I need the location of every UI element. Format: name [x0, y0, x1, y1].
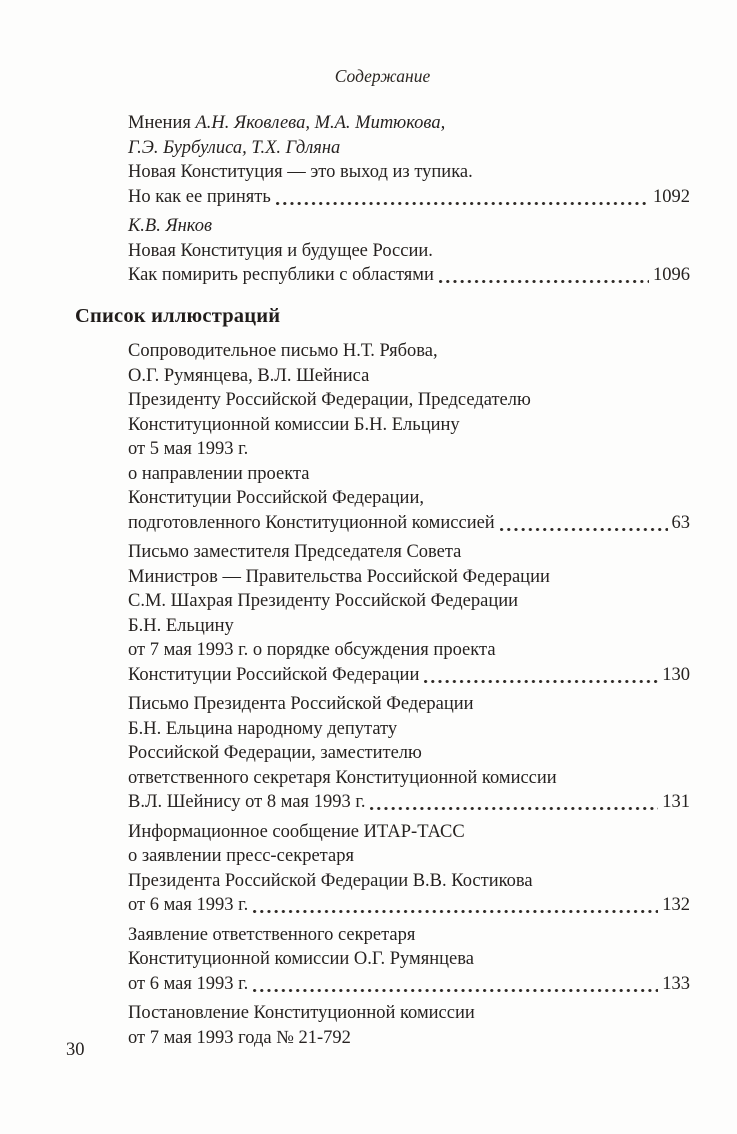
entry-text: К.В. Янков [128, 216, 213, 236]
entry-line [128, 263, 690, 288]
page-ref: 1096 [653, 265, 690, 285]
entry-line [128, 923, 690, 948]
entry-text: Конституции Российской Федерации, [128, 488, 424, 508]
page-ref: 133 [662, 973, 690, 994]
entry-line [128, 160, 690, 185]
entry-line [128, 565, 690, 590]
toc-entry [75, 540, 690, 687]
dot-leader [439, 268, 649, 287]
page-ref: 63 [671, 512, 690, 533]
entry-text: от 6 мая 1993 г. [128, 973, 249, 994]
entry-text: В.Л. Шейнису от 8 мая 1993 г. [128, 792, 366, 812]
dot-leader [253, 977, 658, 996]
entry-text: от 5 мая 1993 г. [128, 439, 249, 459]
entry-line [128, 364, 690, 389]
entry-line [128, 663, 690, 688]
dot-leader [253, 898, 658, 917]
entry-text: ответственного секретаря Конституционной комиссии [128, 767, 557, 788]
entry-text: о направлении проекта [128, 463, 310, 484]
toc-blocks [75, 111, 690, 1050]
entry-text: Новая Конституция — это выход из тупика. [128, 162, 473, 182]
entry-line [128, 388, 690, 413]
entry-text: Б.Н. Ельцина народному депутату [128, 718, 398, 739]
entry-line [128, 1026, 690, 1051]
entry-line [128, 185, 690, 210]
page-ref: 1092 [653, 186, 690, 207]
entry-line [128, 136, 690, 161]
entry-text: Как помирить республики с областями [128, 265, 434, 285]
entry-text: Мнения А.Н. Яковлева, М.А. Митюкова, [128, 113, 446, 133]
entry-text: Новая Конституция и будущее России. [128, 240, 433, 261]
toc-entry [75, 820, 690, 918]
dot-leader [424, 668, 658, 687]
entry-text: Конституционной комиссии Б.Н. Ельцину [128, 414, 460, 435]
entry-line [128, 972, 690, 997]
entry-line [128, 1001, 690, 1026]
entry-line [128, 947, 690, 972]
dot-leader [370, 795, 658, 814]
entry-line [128, 462, 690, 487]
entry-line [128, 486, 690, 511]
toc-entry [75, 111, 690, 209]
entry-line [128, 589, 690, 614]
entry-text: Президенту Российской Федерации, Председателю [128, 390, 531, 410]
page-ref: 132 [662, 895, 690, 915]
entry-line [128, 111, 690, 136]
page-ref: 131 [662, 792, 690, 812]
entry-text: от 7 мая 1993 г. о порядке обсуждения проекта [128, 640, 496, 660]
dot-leader [500, 516, 668, 535]
entry-text: Но как ее принять [128, 186, 271, 207]
entry-text: С.М. Шахрая Президенту Российской Федерации [128, 591, 519, 611]
toc-entry [75, 923, 690, 997]
entry-text: Постановление Конституционной комиссии [128, 1003, 475, 1023]
entry-line [128, 437, 690, 462]
entry-text: Президента Российской Федерации В.В. Костикова [128, 870, 533, 891]
entry-line [128, 766, 690, 791]
entry-text: Г.Э. Бурбулиса, Т.Х. Гдляна [128, 137, 341, 158]
toc-entry [75, 339, 690, 535]
entry-line [128, 638, 690, 663]
entry-text: Российской Федерации, заместителю [128, 743, 422, 763]
running-head: Содержание [334, 66, 431, 86]
entry-text: Сопроводительное письмо Н.Т. Рябова, [128, 341, 438, 361]
toc-entry [75, 692, 690, 815]
entry-text: от 6 мая 1993 г. [128, 895, 249, 915]
entry-line [128, 692, 690, 717]
entry-line [128, 511, 690, 536]
entry-text: Министров — Правительства Российской Федерации [128, 566, 550, 587]
toc-entry [75, 1001, 690, 1050]
entry-text: от 7 мая 1993 года № 21-792 [128, 1027, 351, 1048]
toc-entry [75, 214, 690, 288]
entry-text: Конституции Российской Федерации [128, 664, 420, 685]
entry-line [128, 741, 690, 766]
entry-text: Конституционной комиссии О.Г. Румянцева [128, 949, 474, 969]
entry-line [128, 239, 690, 264]
entry-text: о заявлении пресс-секретаря [128, 846, 354, 866]
page-ref: 130 [662, 664, 690, 685]
entry-line [128, 339, 690, 364]
folio-page-number: 30 [66, 1040, 85, 1060]
entry-line [128, 869, 690, 894]
section-heading: Список иллюстраций [75, 304, 281, 327]
page-content [75, 66, 690, 1055]
entry-text: О.Г. Румянцева, В.Л. Шейниса [128, 365, 370, 386]
entry-text: подготовленного Конституционной комиссией [128, 512, 495, 533]
entry-text: Информационное сообщение ИТАР-ТАСС [128, 821, 465, 842]
entry-line [128, 614, 690, 639]
entry-text: Письмо заместителя Председателя Совета [128, 542, 462, 562]
entry-line [128, 893, 690, 918]
dot-leader [276, 190, 649, 209]
entry-line [128, 413, 690, 438]
entry-line [128, 820, 690, 845]
entry-line [128, 844, 690, 869]
entry-text: Письмо Президента Российской Федерации [128, 694, 474, 714]
entry-text: Б.Н. Ельцину [128, 615, 234, 636]
entry-line [128, 790, 690, 815]
entry-line [128, 540, 690, 565]
entry-line [128, 214, 690, 239]
entry-line [128, 717, 690, 742]
entry-text: Заявление ответственного секретаря [128, 924, 416, 945]
